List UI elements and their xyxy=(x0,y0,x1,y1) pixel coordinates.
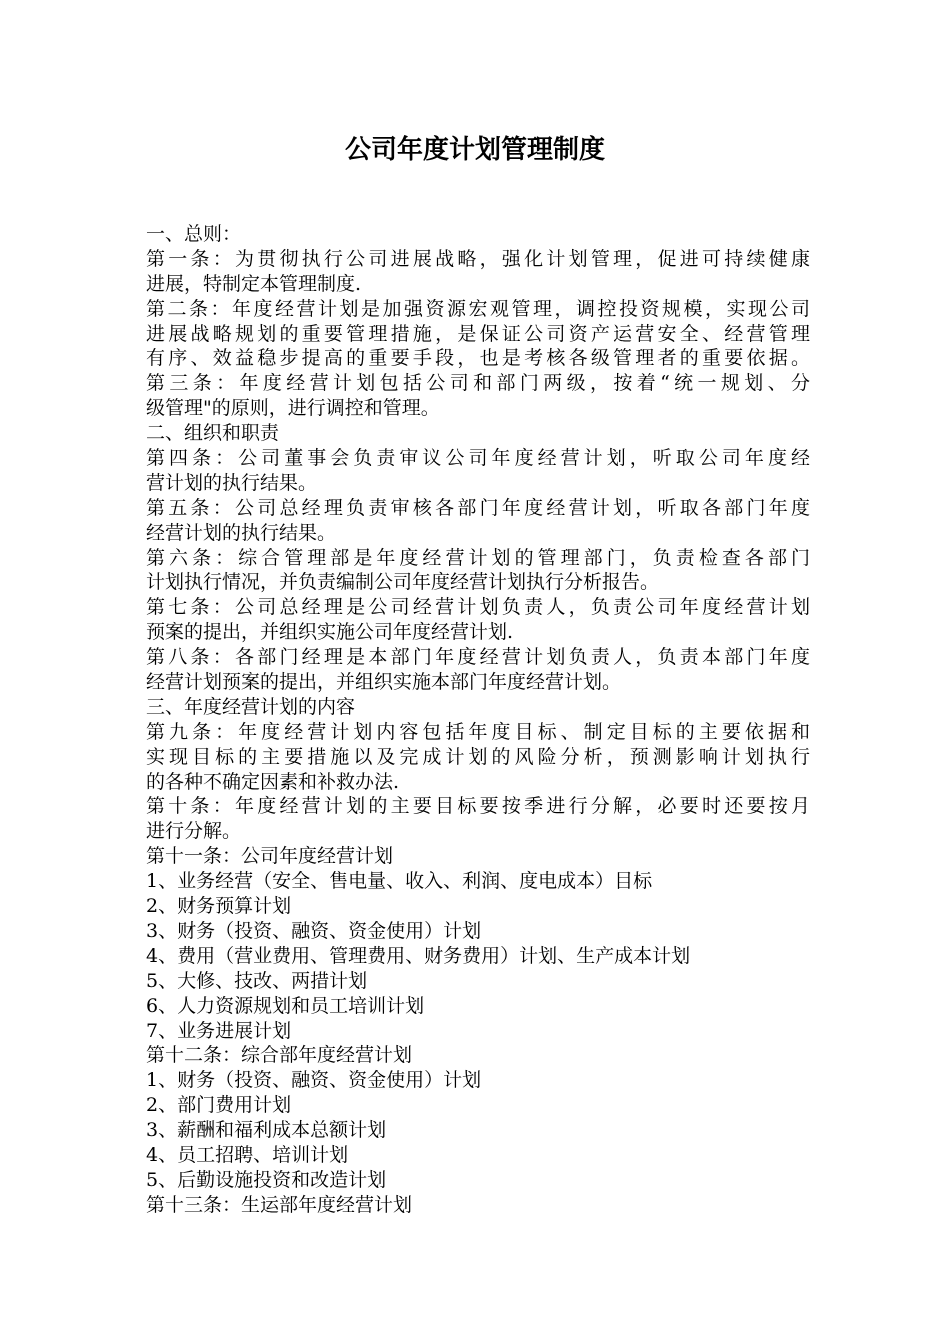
text-line: 1、财务（投资、融资、资金使用）计划 xyxy=(146,1069,482,1092)
text-line: 2、财务预算计划 xyxy=(146,895,292,918)
text-line: 预案的提出，并组织实施公司年度经营计划. xyxy=(146,621,514,644)
text-line: 二、组织和职责 xyxy=(146,422,280,445)
text-line: 一、总则： xyxy=(146,223,242,245)
text-line: 进展战略规划的重要管理措施，是保证公司资产运营安全、经营管理 xyxy=(146,322,810,345)
text-line: 第十三条：生运部年度经营计划 xyxy=(146,1193,413,1216)
text-line: 第十条：年度经营计划的主要目标要按季进行分解，必要时还要按月 xyxy=(146,795,810,818)
text-line: 第八条：各部门经理是本部门年度经营计划负责人，负责本部门年度 xyxy=(146,646,810,669)
text-line: 4、费用（营业费用、管理费用、财务费用）计划、生产成本计划 xyxy=(146,944,691,967)
document-body xyxy=(146,222,810,1218)
text-line: 经营计划的执行结果。 xyxy=(146,521,337,544)
text-line: 的各种不确定因素和补救办法. xyxy=(146,770,400,793)
text-line: 第二条：年度经营计划是加强资源宏观管理，调控投资规模，实现公司 xyxy=(146,297,810,320)
text-line: 三、年度经营计划的内容 xyxy=(146,695,356,718)
text-line: 4、员工招聘、培训计划 xyxy=(146,1143,349,1166)
text-line: 第一条：为贯彻执行公司进展战略，强化计划管理，促进可持续健康 xyxy=(146,247,810,270)
text-line: 1、业务经营（安全、售电量、收入、利润、度电成本）目标 xyxy=(146,870,653,893)
text-line: 2、部门费用计划 xyxy=(146,1094,292,1117)
text-line: 第七条：公司总经理是公司经营计划负责人，负责公司年度经营计划 xyxy=(146,596,810,619)
text-line: 营计划的执行结果。 xyxy=(146,471,318,494)
text-line: 3、薪酬和福利成本总额计划 xyxy=(146,1119,387,1142)
text-line: 有序、效益稳步提高的重要手段，也是考核各级管理者的重要依据。 xyxy=(146,347,810,370)
text-line: 第六条：综合管理部是年度经营计划的管理部门，负责检查各部门 xyxy=(146,546,810,569)
text-line: 级管理"的原则，进行调控和管理。 xyxy=(146,397,440,420)
text-line: 第九条：年度经营计划内容包括年度目标、制定目标的主要依据和 xyxy=(146,720,810,743)
text-line: 进行分解。 xyxy=(146,820,242,843)
text-line: 第十一条：公司年度经营计划 xyxy=(146,845,394,868)
text-line: 第十二条：综合部年度经营计划 xyxy=(146,1044,413,1067)
text-line: 6、人力资源规划和员工培训计划 xyxy=(146,994,425,1017)
text-line: 第四条：公司董事会负责审议公司年度经营计划，听取公司年度经 xyxy=(146,447,810,470)
text-line: 实现目标的主要措施以及完成计划的风险分析，预测影响计划执行 xyxy=(146,745,810,768)
text-line: 5、大修、技改、两措计划 xyxy=(146,969,368,992)
text-line: 第三条：年度经营计划包括公司和部门两级，按着“统一规划、分 xyxy=(146,372,810,395)
text-line: 5、后勤设施投资和改造计划 xyxy=(146,1168,387,1191)
text-line: 经营计划预案的提出，并组织实施本部门年度经营计划。 xyxy=(146,671,622,694)
text-line: 计划执行情况，并负责编制公司年度经营计划执行分析报告。 xyxy=(146,571,660,594)
text-line: 3、财务（投资、融资、资金使用）计划 xyxy=(146,919,482,942)
text-line: 进展，特制定本管理制度. xyxy=(146,272,362,295)
document-title: 公司年度计划管理制度 xyxy=(344,135,605,165)
text-line: 第五条：公司总经理负责审核各部门年度经营计划，听取各部门年度 xyxy=(146,496,810,519)
text-line: 7、业务进展计划 xyxy=(146,1019,292,1042)
